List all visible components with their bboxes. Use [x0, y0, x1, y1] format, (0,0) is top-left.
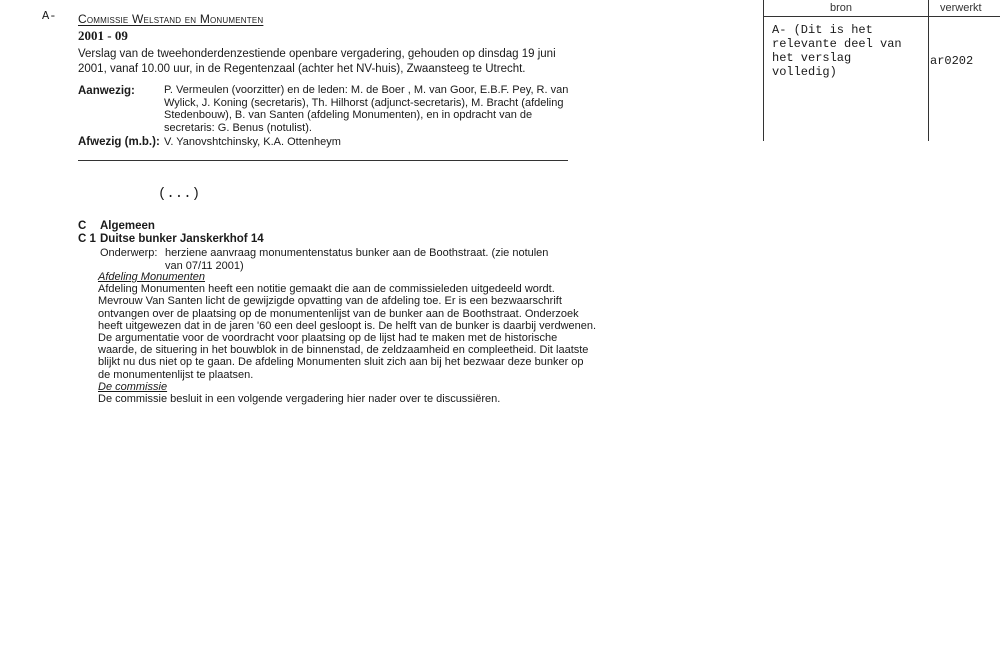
commissie-heading: De commissie: [98, 380, 168, 393]
subject-text: herziene aanvraag monumentenstatus bunker aan de Boothstraat. (zie notulen van 07/11 2001): [165, 247, 549, 272]
omission-ellipsis: (...): [158, 186, 201, 202]
table-left-border: [763, 0, 764, 141]
column-header-bron: bron: [830, 2, 853, 14]
paragraph-2: De argumentatie voor de voordracht voor plaatsing op de lijst had te maken met de historische waarde, de situering in het bouwblok in de binnenstad, de zeldzaamheid en compleetheid. Dit laatste blijkt nu dus niet op te gaan. De afdeling Monumenten sluit zich aan bij het bezwaar deze bunker op de monumentenlijst te plaatsen.: [98, 332, 589, 381]
subject-label: Onderwerp:: [100, 247, 158, 259]
table-column-divider: [928, 0, 929, 141]
section-code: C: [78, 220, 87, 232]
table-header-divider: [763, 16, 1000, 17]
document-marker: A-: [42, 9, 57, 23]
cell-bron-value: A- (Dit is het relevante deel van het verslag volledig): [772, 23, 902, 79]
cell-verwerkt-value: ar0202: [930, 54, 974, 68]
present-label: Aanwezig:: [78, 85, 135, 97]
paragraph-1: Afdeling Monumenten heeft een notitie gemaakt die aan de commissieleden uitgedeeld wordt. Mevrouw Van Santen licht de gewijzigde opvatting van de afdeling toe. Er is een bezwaarschrift ontvangen over de plaatsing op de monumentenlijst van de bunker aan de Boothstraat. Onderzoek heeft uitgewezen dat in de jaren '60 een deel gesloopt is. De helft van de bunker is daarbij verdwenen.: [98, 283, 597, 332]
absent-label: Afwezig (m.b.):: [78, 136, 160, 148]
organization-name: Commissie Welstand en Monumenten: [78, 12, 264, 26]
item-code: C 1: [78, 233, 96, 245]
section-title: Algemeen: [100, 220, 155, 232]
paragraph-3: De commissie besluit in een volgende vergadering hier nader over te discussiëren.: [98, 393, 501, 406]
absent-list: V. Yanovshtchinsky, K.A. Ottenheym: [164, 136, 341, 148]
monumenten-heading: Afdeling Monumenten: [98, 271, 206, 283]
item-title: Duitse bunker Janskerkhof 14: [100, 233, 264, 245]
header-divider: [78, 160, 568, 161]
present-list: P. Vermeulen (voorzitter) en de leden: M. de Boer , M. van Goor, E.B.F. Pey, R. van Wylick, J. Koning (secretaris), Th. Hilhorst (adjunct-secretaris), M. Bracht (afdeling Stedenbouw), B. van Santen (afdeling Monumenten), en in opdracht van de secretaris: G. Benus (notulist).: [164, 84, 569, 134]
meeting-intro: Verslag van de tweehonderdenzestiende openbare vergadering, gehouden op dinsdag 19 juni 2001, vanaf 10.00 uur, in de Regentenzaal (achter het NV-huis), Zwaansteeg te Utrecht.: [78, 48, 556, 75]
document-number: 2001 - 09: [78, 28, 128, 43]
column-header-verwerkt: verwerkt: [940, 2, 982, 14]
item-body: [98, 271, 598, 405]
